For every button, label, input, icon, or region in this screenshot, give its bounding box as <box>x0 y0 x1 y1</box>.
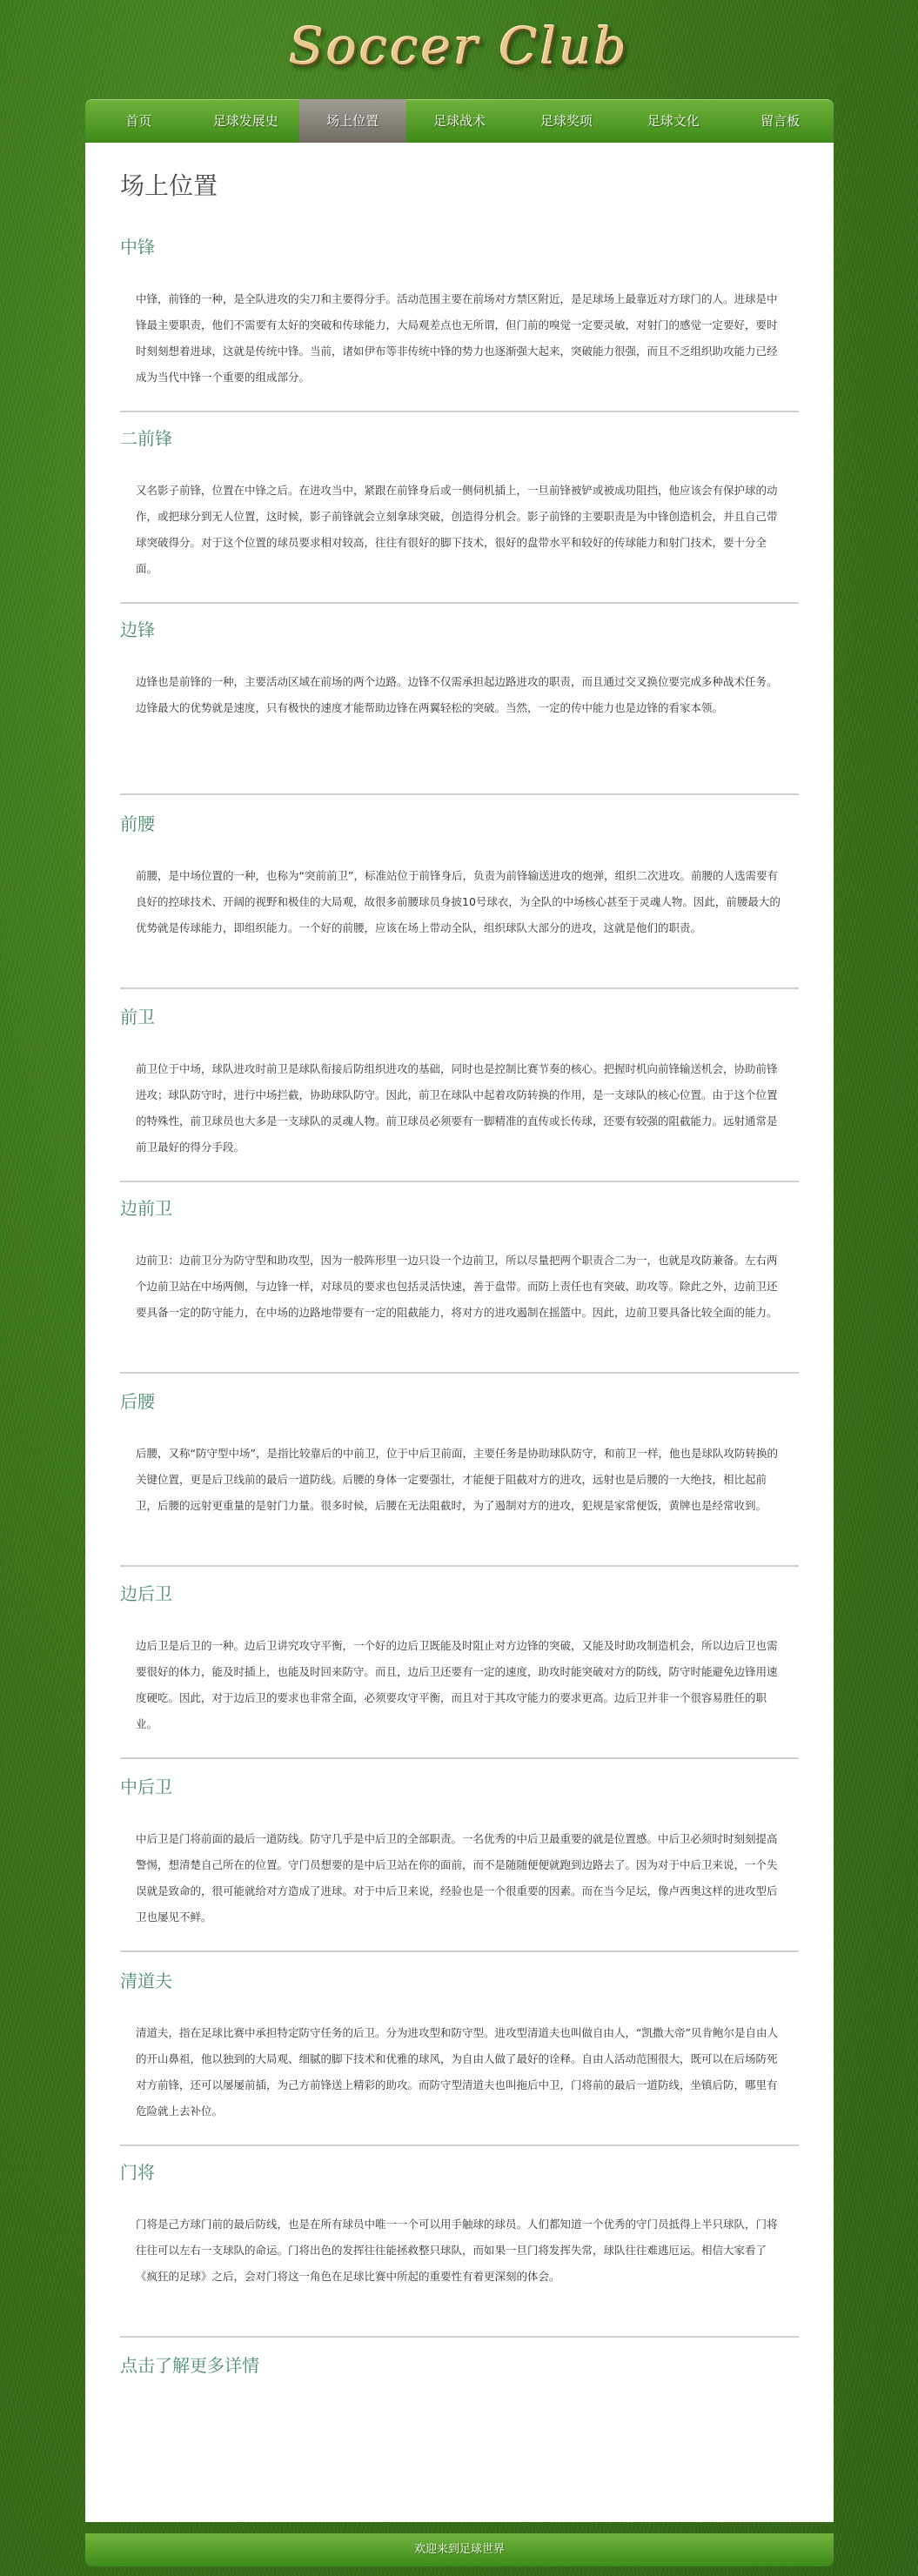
section-heading: 中后卫 <box>120 1776 172 1797</box>
nav-item-tactics[interactable]: 足球战术 <box>433 113 486 129</box>
nav-item-home[interactable]: 首页 <box>125 113 152 129</box>
main-nav <box>85 99 834 143</box>
site-logo: Soccer Club <box>289 17 629 76</box>
section-text: 边前卫：边前卫分为防守型和助攻型，因为一般阵形里一边只设一个边前卫，所以尽量把两个职责合二为一，也就是攻防兼备。左右两个边前卫站在中场两侧，与边锋一样，对球员的要求也包括灵活快速，善于盘带。而防上责任也有突破、助攻等。除此之外，边前卫还要具备一定的防守能力，在中场的边路地带要有一定的阻截能力，将对方的进攻遏制在摇篮中。因此，边前卫要具备比较全面的能力。 <box>136 1254 778 1319</box>
nav-item-culture[interactable]: 足球文化 <box>647 113 700 129</box>
section-sweeper <box>120 1968 799 2118</box>
section-text: 边后卫是后卫的一种。边后卫讲究攻守平衡，一个好的边后卫既能及时阻止对方边锋的突破，又能及时助攻制造机会，所以边后卫也需要很好的体力，能及时插上，也能及时回来防守。而且，边后卫还要有一定的速度，助攻时能突破对方的防线，防守时能避免边锋用速度硬吃。因此，对于边后卫的要求也非常全面，必须要攻守平衡，而且对于其攻守能力的要求更高。边后卫并非一个很容易胜任的职业。 <box>136 1639 778 1730</box>
section-second-striker <box>120 425 799 575</box>
section-heading: 后腰 <box>120 1391 155 1412</box>
divider <box>120 1565 799 1567</box>
nav-item-awards[interactable]: 足球奖项 <box>539 113 593 129</box>
divider <box>120 1372 799 1374</box>
section-wide-midfielder <box>120 1195 799 1319</box>
section-heading: 前卫 <box>120 1007 155 1027</box>
section-text: 边锋也是前锋的一种，主要活动区域在前场的两个边路。边锋不仅需承担起边路进攻的职责，而且通过交叉换位要完成多种战术任务。边锋最大的优势就是速度，只有极快的速度才能帮助边锋在两翼轻松的突破。当然，一定的传中能力也是边锋的看家本领。 <box>136 675 778 714</box>
section-text: 后腰，又称“防守型中场”，是指比较靠后的中前卫，位于中后卫前面，主要任务是协助球队防守，和前卫一样，他也是球队攻防转换的关键位置，更是后卫线前的最后一道防线。后腰的身体一定要强壮，才能便于阻截对方的进攻，远射也是后腰的一大绝技，相比起前卫，后腰的远射更重量的是射门力量。很多时候，后腰在无法阻截时，为了遏制对方的进攻，犯规是家常便饭，黄牌也是经常收到。 <box>136 1447 778 1512</box>
section-heading: 边前卫 <box>120 1198 172 1219</box>
divider <box>120 1757 799 1759</box>
section-attacking-midfielder <box>120 811 799 934</box>
section-heading: 前腰 <box>120 813 155 834</box>
section-midfielder <box>120 1004 799 1154</box>
main-content <box>85 143 834 2522</box>
section-heading: 二前锋 <box>120 428 172 449</box>
section-center-forward <box>120 234 799 384</box>
section-defensive-midfielder <box>120 1388 799 1512</box>
section-text: 中后卫是门将前面的最后一道防线。防守几乎是中后卫的全部职责。一名优秀的中后卫最重要的就是位置感。中后卫必须时时刻刻提高警惕，想清楚自己所在的位置。守门员想要的是中后卫站在你的面前，而不是随随便便就跑到边路去了。因为对于中后卫来说，一个失误就是致命的，很可能就给对方造成了进球。对于中后卫来说，经验也是一个很重要的因素。而在当今足坛，像卢西奥这样的进攻型后卫也屡见不鲜。 <box>136 1832 778 1924</box>
section-heading: 中锋 <box>120 237 155 258</box>
divider <box>120 2336 799 2338</box>
section-text: 中锋，前锋的一种，是全队进攻的尖刀和主要得分手。活动范围主要在前场对方禁区附近，是足球场上最靠近对方球门的人。进球是中锋最主要职责，他们不需要有太好的突破和传球能力，大局观差点也无所谓，但门前的嗅觉一定要灵敏，对射门的感觉一定要好，要时时刻刻想着进球，这就是传统中锋。当前，诸如伊布等非传统中锋的势力也逐渐强大起来，突破能力很强，而且不乏组织助攻能力已经成为当代中锋一个重要的组成部分。 <box>136 292 778 384</box>
divider <box>120 411 799 412</box>
section-text: 前腰，是中场位置的一种，也称为“突前前卫”，标准站位于前锋身后，负责为前锋输送进攻的炮弹，组织二次进攻。前腰的人选需要有良好的控球技术、开阔的视野和极佳的大局观，故很多前腰球员身披10号球衣，为全队的中场核心甚至于灵魂人物。因此，前腰最大的优势就是传球能力，即组织能力。一个好的前腰，应该在场上带动全队，组织球队大部分的进攻，这就是他们的职责。 <box>136 869 781 934</box>
divider <box>120 602 799 604</box>
divider <box>120 2144 799 2146</box>
page-title: 场上位置 <box>120 171 218 200</box>
section-text: 前卫位于中场，球队进攻时前卫是球队衔接后防组织进攻的基础，同时也是控制比赛节奏的核心。把握时机向前锋输送机会，协助前锋进攻；球队防守时，进行中场拦截，协助球队防守。因此，前卫在球队中起着攻防转换的作用，是一支球队的核心位置。由于这个位置的特殊性，前卫球员也大多是一支球队的灵魂人物。前卫球员必须要有一脚精准的直传或长传球，还要有较强的阻截能力。远射通常是前卫最好的得分手段。 <box>136 1062 778 1154</box>
section-heading: 清道夫 <box>120 1970 172 1991</box>
divider <box>120 987 799 989</box>
section-goalkeeper <box>120 2159 799 2283</box>
divider <box>120 1950 799 1952</box>
nav-item-guestbook[interactable]: 留言板 <box>761 113 801 129</box>
section-text: 清道夫，指在足球比赛中承担特定防守任务的后卫。分为进攻型和防守型。进攻型清道夫也叫做自由人，“凯撒大帝”贝肯鲍尔是自由人的开山鼻祖，他以独到的大局观、细腻的脚下技术和优雅的球风，为自由人做了最好的诠释。自由人活动范围很大，既可以在后场防死对方前锋，还可以屡屡前插，为己方前锋送上精彩的助攻。而防守型清道夫也叫拖后中卫，门将前的最后一道防线，坐镇后防，哪里有危险就上去补位。 <box>136 2026 778 2118</box>
section-heading: 门将 <box>120 2162 155 2183</box>
divider <box>120 1181 799 1182</box>
more-details-link[interactable]: 点击了解更多详情 <box>120 2355 259 2376</box>
section-winger <box>120 617 799 714</box>
section-text: 门将是己方球门前的最后防线，也是在所有球员中唯一一个可以用手触球的球员。人们都知道一个优秀的守门员抵得上半只球队，门将往往可以左右一支球队的命运。门将出色的发挥往往能拯救整只球队，而如果一旦门将发挥失常，球队往往难逃厄运。相信大家看了《疯狂的足球》之后，会对门将这一角色在足球比赛中所起的重要性有着更深刻的体会。 <box>136 2218 778 2283</box>
nav-item-positions[interactable]: 场上位置 <box>299 99 406 143</box>
divider <box>120 793 799 795</box>
section-heading: 边锋 <box>120 619 155 640</box>
section-full-back <box>120 1581 799 1730</box>
section-center-back <box>120 1774 799 1924</box>
nav-item-history[interactable]: 足球发展史 <box>212 113 278 129</box>
section-text: 又名影子前锋，位置在中锋之后。在进攻当中，紧跟在前锋身后或一侧伺机插上，一旦前锋被铲或被成功阻挡，他应该会有保护球的动作，或把球分到无人位置，这时候，影子前锋就会立刻拿球突破，创造得分机会。影子前锋的主要职责是为中锋创造机会，并且自己带球突破得分。对于这个位置的球员要求相对较高，往往有很好的脚下技术，很好的盘带水平和较好的传球能力和射门技术，要十分全面。 <box>136 484 778 575</box>
section-heading: 边后卫 <box>120 1583 172 1604</box>
footer: 欢迎来到足球世界 <box>85 2533 834 2566</box>
